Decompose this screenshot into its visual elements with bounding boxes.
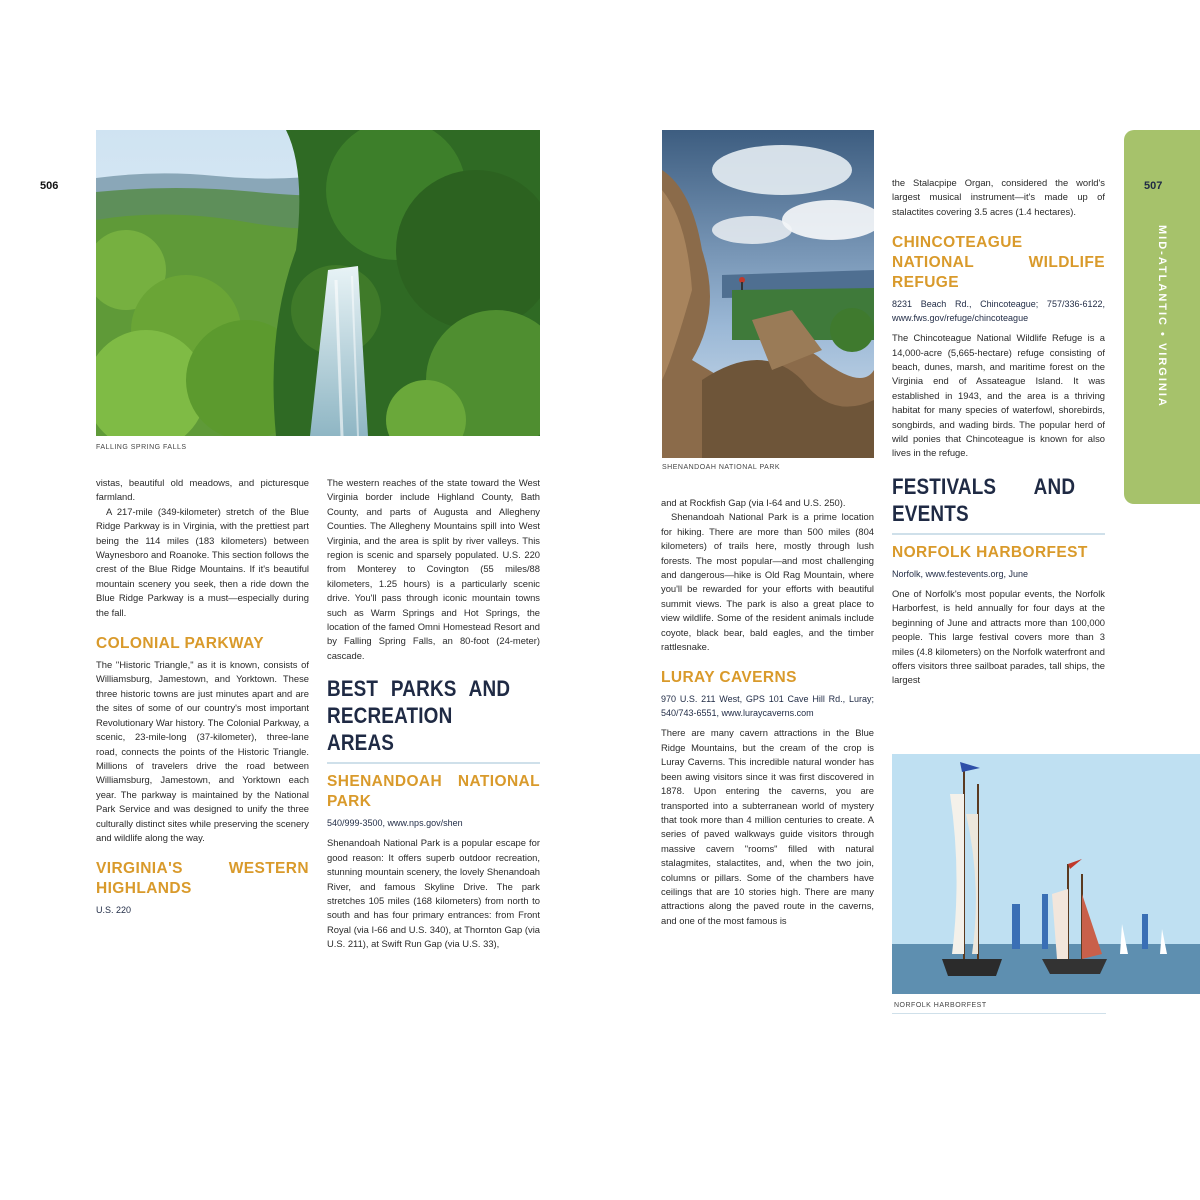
heading-rule xyxy=(327,762,540,764)
caption-rule xyxy=(892,1013,1106,1014)
chapter-heading: BEST PARKS AND RECREATION AREAS xyxy=(327,676,511,756)
section-tab-label: MID-ATLANTIC • VIRGINIA xyxy=(1156,225,1168,408)
photo-caption: FALLING SPRING FALLS xyxy=(96,444,187,451)
paragraph: The western reaches of the state toward the West Virginia border include Highland County, Bath County, and parts of Augusta and Allegheny Counties. The Allegheny Mountains spill into West Virginia, and the area is split by river valleys. This region is scenic and sparsely populated. U.S. 220 from Monterey to Covington (55 miles/88 kilometers, 1.25 hours) is a particularly scenic drive. You'll pass through iconic mountain towns such as Warm Springs and Hot Springs, the location of the famed Omni Homestead Resort and by Falling Spring Falls, an 80-foot (24-meter) cascade. xyxy=(327,477,540,661)
right-column-2 xyxy=(892,176,1105,688)
norfolk-harborfest-photo xyxy=(892,754,1200,994)
info-line: Norfolk, www.festevents.org, June xyxy=(892,568,1029,579)
falling-spring-falls-photo xyxy=(96,130,540,436)
paragraph: Shenandoah National Park is a prime location for hiking. There are more than 500 miles (804 kilometers) of trails here, mostly through lush forests. The most popular—and most challenging and dangerous—hike is Old Rag Mountain, where you'll be rewarded for your efforts with beautiful summit views. The park is also a great place to view wildlife. Some of the resident animals include coyote, black bear, bald eagles, and the timber rattlesnake. xyxy=(661,511,874,653)
info-line: 970 U.S. 211 West, GPS 101 Cave Hill Rd., Luray; 540/743-6551, www.luraycaverns.com xyxy=(661,694,874,719)
photo-caption: NORFOLK HARBORFEST xyxy=(894,1002,987,1009)
paragraph: The Chincoteague National Wildlife Refuge is a 14,000-acre (5,665-hectare) refuge consisting of beach, dunes, marsh, and maritime forest on the Virginia end of Assateague Island. It was established in 1943, and the area is a thriving habitat for many species of waterfowl, shorebirds, songbirds, and wading birds. The popular herd of wild ponies that Chincoteague is known for also lives in the refuge. xyxy=(892,332,1105,459)
photo-caption: SHENANDOAH NATIONAL PARK xyxy=(662,464,781,471)
paragraph: A 217-mile (349-kilometer) stretch of the Blue Ridge Parkway is in Virginia, with the prettiest part being the 114 miles (183 kilometers) between Waynesboro and Roanoke. This section follows the crest of the Blue Ridge Mountains. If it's beautiful mountain scenery you seek, then a ride down the Blue Ridge Parkway is a must—especially during the fall. xyxy=(96,505,309,618)
info-line: 8231 Beach Rd., Chincoteague; 757/336-6122, www.fws.gov/refuge/chincoteague xyxy=(892,299,1105,324)
paragraph: One of Norfolk's most popular events, the Norfolk Harborfest, is held annually for four days at the beginning of June and attracts more than 100,000 people. This large festival covers more than 3 miles (4.8 kilometers) on the Norfolk waterfront and offers visitors three sailboat parades, tall ships, the largest xyxy=(892,587,1105,686)
section-heading: NORFOLK HARBORFEST xyxy=(892,543,1088,561)
paragraph: The "Historic Triangle," as it is known, consists of Williamsburg, Jamestown, and Yorktown. These three historic towns are just minutes apart and are the sites of some of our country's most important Revolutionary War history. The Colonial Parkway, a scenic, 23-mile-long (37-kilometer), three-lane road, connects the points of the Historic Triangle. Millions of travelers drive the road between Williamsburg, Jamestown, and Yorktown each year. The parkway is maintained by the National Park Service and was designed to unify the three culturally distinct sites while preserving the scenery and wildlife along the way. xyxy=(96,659,309,843)
info-line: 540/999-3500, www.nps.gov/shen xyxy=(327,818,463,829)
section-heading: SHENANDOAH NATIONAL PARK xyxy=(327,773,540,811)
section-heading: VIRGINIA'S WESTERN HIGHLANDS xyxy=(96,860,309,898)
section-heading: COLONIAL PARKWAY xyxy=(96,635,265,653)
left-column-2 xyxy=(327,476,540,952)
section-heading: CHINCOTEAGUE NATIONAL WILDLIFE REFUGE xyxy=(892,234,1105,292)
paragraph: There are many cavern attractions in the Blue Ridge Mountains, but the cream of the crop is Luray Caverns. This incredible natural wonder has been awing visitors since it was first discovered in 1878. Upon entering the caverns, you are transported into a subterranean world of mystery that took more than 4 million centuries to create. A series of paved walkways guide visitors through massive cavern "rooms" filled with natural stalagmites, stalactites, and, when the two join, columns or pillars. Some of the chambers have ceilings that are 10 stories high. There are many attractions along the paved route in the caverns, and one of the most famous is xyxy=(661,727,874,926)
paragraph: and at Rockfish Gap (via I-64 and U.S. 250). xyxy=(661,497,846,508)
shenandoah-photo xyxy=(662,130,874,458)
paragraph: vistas, beautiful old meadows, and picturesque farmland. xyxy=(96,477,309,503)
page-number-left: 506 xyxy=(40,180,59,192)
right-column-1 xyxy=(661,496,874,928)
heading-rule xyxy=(892,533,1105,535)
paragraph: Shenandoah National Park is a popular escape for good reason: It offers superb outdoor recreation, stunning mountain scenery, the lovely Shenandoah River, and famous Skyline Drive. The park stretches 105 miles (168 kilometers) from north to south and has four primary entrances: from Front Royal (via I-66 and U.S. 340), at Thornton Gap (via U.S. 211), at Swift Run Gap (via U.S. 33), xyxy=(327,837,540,950)
chapter-heading: FESTIVALS AND EVENTS xyxy=(892,473,1076,526)
paragraph: the Stalacpipe Organ, considered the world's largest musical instrument—it's made up of stalactites covering 3.5 acres (1.4 hectares). xyxy=(892,177,1105,217)
info-line: U.S. 220 xyxy=(96,905,132,916)
section-heading: LURAY CAVERNS xyxy=(661,669,797,687)
page-number-right: 507 xyxy=(1144,180,1163,192)
left-column-1 xyxy=(96,476,309,923)
